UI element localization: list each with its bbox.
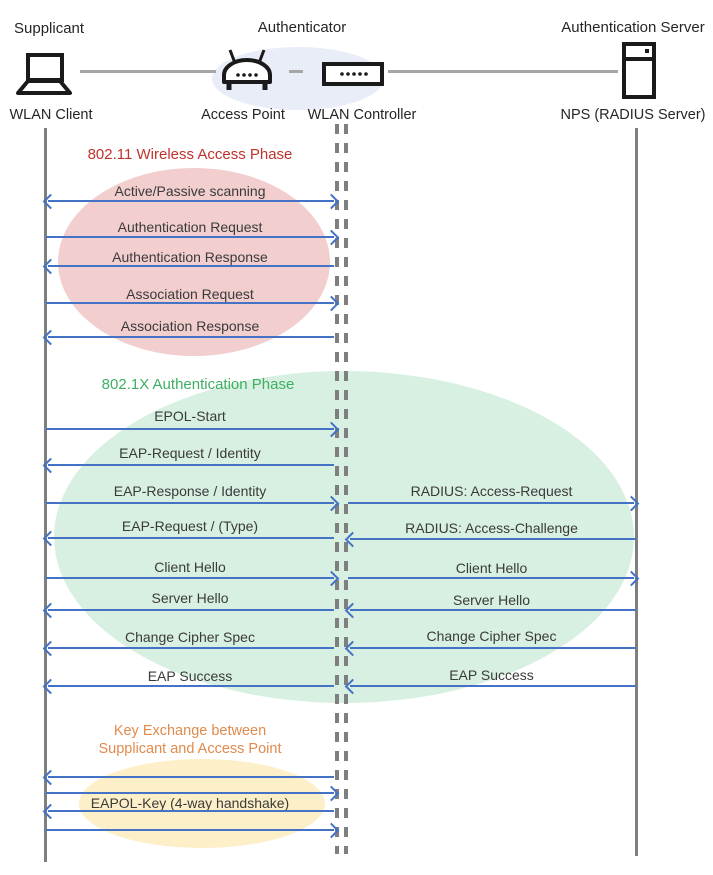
message-label: RADIUS: Access-Challenge <box>405 520 578 536</box>
message-arrow <box>46 302 334 304</box>
device-label-nps-radius-server: NPS (RADIUS Server) <box>560 107 706 123</box>
connector-line <box>388 70 618 73</box>
message-arrow <box>48 685 334 687</box>
message-label: EAP Success <box>147 668 233 684</box>
message-label: RADIUS: Access-Request <box>410 483 573 499</box>
message-label: EAP Success <box>449 667 534 683</box>
device-label-wlan-client: WLAN Client <box>9 107 93 123</box>
message-label: Server Hello <box>452 592 531 608</box>
message-label: Server Hello <box>151 590 229 606</box>
message-arrow <box>348 577 634 579</box>
message-label: Change Cipher Spec <box>426 628 557 644</box>
phase-title-dot1x-auth: 802.1X Authentication Phase <box>101 376 295 393</box>
message-label: EAPOL-Key (4-way handshake) <box>90 795 290 811</box>
access-point-icon <box>218 48 276 92</box>
message-label: EAP-Response / Identity <box>113 483 267 499</box>
server-icon <box>622 42 656 99</box>
message-arrow <box>46 502 334 504</box>
message-arrow <box>48 647 334 649</box>
message-label: EAP-Request / Identity <box>119 445 261 461</box>
message-label: EPOL-Start <box>154 408 226 424</box>
message-arrow <box>48 200 334 202</box>
actor-role-supplicant: Supplicant <box>14 20 85 37</box>
wlan-controller-icon <box>322 62 384 86</box>
message-arrow <box>350 647 636 649</box>
message-label: Association Response <box>120 318 260 334</box>
laptop-icon <box>12 52 76 98</box>
message-arrow <box>48 336 334 338</box>
connector-line <box>80 70 216 73</box>
device-label-access-point: Access Point <box>201 107 285 123</box>
device-label-wlan-controller: WLAN Controller <box>307 107 417 123</box>
message-arrow <box>48 810 334 812</box>
phase-title-wireless-access: 802.11 Wireless Access Phase <box>87 146 293 163</box>
actor-role-authenticator: Authenticator <box>257 19 347 36</box>
message-arrow <box>48 537 334 539</box>
message-arrow <box>46 236 334 238</box>
phase-title-key-exchange-line2: Supplicant and Access Point <box>98 741 282 757</box>
message-arrow <box>48 464 334 466</box>
connector-line <box>289 70 303 73</box>
message-label: Client Hello <box>154 559 226 575</box>
message-arrow <box>46 428 334 430</box>
message-arrow <box>48 265 334 267</box>
message-arrow <box>350 609 636 611</box>
message-arrow <box>46 829 334 831</box>
message-label: Association Request <box>126 286 254 302</box>
message-arrow <box>48 609 334 611</box>
message-arrow <box>348 502 634 504</box>
message-label: Change Cipher Spec <box>125 629 255 645</box>
message-arrow <box>48 776 334 778</box>
phase-title-key-exchange-line1: Key Exchange between <box>113 723 267 739</box>
message-arrow <box>350 538 636 540</box>
message-label: Client Hello <box>455 560 528 576</box>
message-arrow <box>350 685 636 687</box>
message-label: Authentication Response <box>112 249 268 265</box>
message-label: Active/Passive scanning <box>114 183 266 199</box>
actor-role-authentication-server: Authentication Server <box>561 19 705 36</box>
message-label: Authentication Request <box>117 219 263 235</box>
message-arrow <box>46 577 334 579</box>
message-label: EAP-Request / (Type) <box>121 518 259 534</box>
